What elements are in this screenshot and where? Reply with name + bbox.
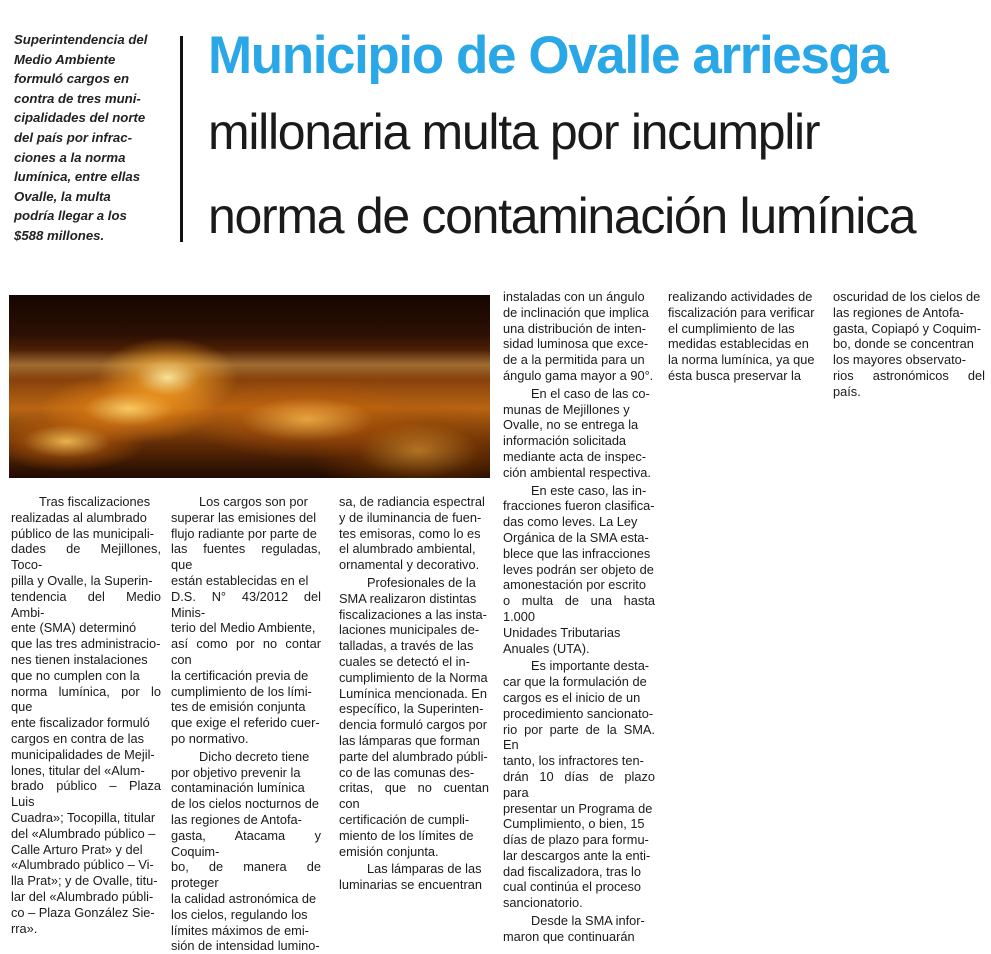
night-city-lights-photo	[9, 295, 490, 478]
paragraph-continued: realizando actividades de fiscalización para verificar el cumplimiento de las medidas establecidas en la norma lumínica, ya que ésta busca preservar la	[668, 289, 815, 383]
paragraph: Las lámparas de las luminarias se encuentran	[339, 861, 482, 893]
headline-line-2: millonaria multa por incumplir	[208, 104, 820, 160]
headline-line-3: norma de contaminación lumínica	[208, 188, 916, 244]
paragraph: En el caso de las co- munas de Mejillones y Ovalle, no se entrega la información solicitada mediante acta de inspec- ción ambiental respectiva.	[503, 385, 651, 480]
paragraph: Dicho decreto tiene por objetivo prevenir la contaminación lumínica de los cielos nocturnos de las regiones de Antofa- gasta, Atacama y Coquim- bo, de manera de proteger la calidad astronómica de los cielos, regulando los límites máximos de emi- sión de intensidad lumino-	[171, 748, 321, 954]
paragraph: Los cargos son por superar las emisiones del flujo radiante por parte de las fuentes reguladas, que están establecidas en el D.S. N° 43/2012 del Minis- terio del Medio Ambiente, así como por no contar con la certificación previa de cumplimiento de los lími- tes de emisión conjunta que exige el referido cuer- po normativo.	[171, 494, 321, 746]
paragraph-continued: oscuridad de los cielos de las regiones de Antofa- gasta, Copiapó y Coquim- bo, donde se concentran los mayores observato- rios astronómicos del país.	[833, 289, 985, 399]
vertical-rule	[180, 36, 183, 242]
paragraph-continued: instaladas con un ángulo de inclinación que implica una distribución de inten- sidad luminosa que exce- de a la permitida para un ángulo gama mayor a 90°.	[503, 289, 654, 383]
paragraph: Profesionales de la SMA realizaron distintas fiscalizaciones a las insta- laciones municipales de- talladas, a través de las cuales se detectó el in- cumplimiento de la Norma Lumínica mencionada. En específico, la Superinten- dencia formuló cargos por las lámparas que forman parte del alumbrado públi- co de las comunas des- critas, que no cuentan con certificación de cumpli- miento de los límites de emisión conjunta.	[339, 574, 489, 859]
article-column-3	[339, 494, 489, 893]
headline-line-1: Municipio de Ovalle arriesga	[208, 26, 888, 85]
paragraph: Tras fiscalizaciones realizadas al alumbrado público de las municipali- dades de Mejillones, Toco- pilla y Ovalle, la Superin- tendencia del Medio Ambi- ente (SMA) determinó que las tres administracio- nes tienen instalaciones que no cumplen con la norma lumínica, por lo que ente fiscalizador formuló cargos en contra de las municipalidades de Mejil- lones, titular del «Alum- brado público – Plaza Luis Cuadra»; Tocopilla, titular del «Alumbrado público – Calle Arturo Prat» y del «Alumbrado público – Vi- lla Prat»; y de Ovalle, titu- lar del «Alumbrado públi- co – Plaza González Sie- rra».	[11, 494, 161, 936]
photo-glow	[9, 350, 490, 380]
article-column-6	[833, 289, 985, 400]
article-column-1	[11, 494, 161, 936]
paragraph-continued: sa, de radiancia espectral y de iluminancia de fuen- tes emisoras, como lo es el alumbrado ambiental, ornamental y decorativo.	[339, 494, 485, 573]
paragraph: En este caso, las in- fracciones fueron clasifica- das como leves. La Ley Orgánica de la SMA esta- blece que las infracciones leves podrán ser objeto de amonestación por escrito o multa de una hasta 1.000 Unidades Tributarias Anuales (UTA).	[503, 482, 655, 656]
article-column-5	[668, 289, 820, 384]
paragraph: Es importante desta- car que la formulación de cargos es el inicio de un procedimiento sancionato- rio por parte de la SMA. En tanto, los infractores ten- drán 10 días de plazo para presentar un Programa de Cumplimiento, o bien, 15 días de plazo para formu- lar descargos ante la enti- dad fiscalizadora, tras lo cual continúa el proceso sancionatorio.	[503, 658, 655, 911]
article-column-2	[171, 494, 321, 954]
article-column-4	[503, 289, 655, 945]
paragraph: Desde la SMA infor- maron que continuarán	[503, 913, 645, 944]
lede-summary: Superintendencia del Medio Ambiente formuló cargos en contra de tres muni- cipalidades del norte del país por infrac- ciones a la norma lumínica, entre ellas Ovalle, la multa podría llegar a los $588 millones.	[14, 32, 148, 243]
